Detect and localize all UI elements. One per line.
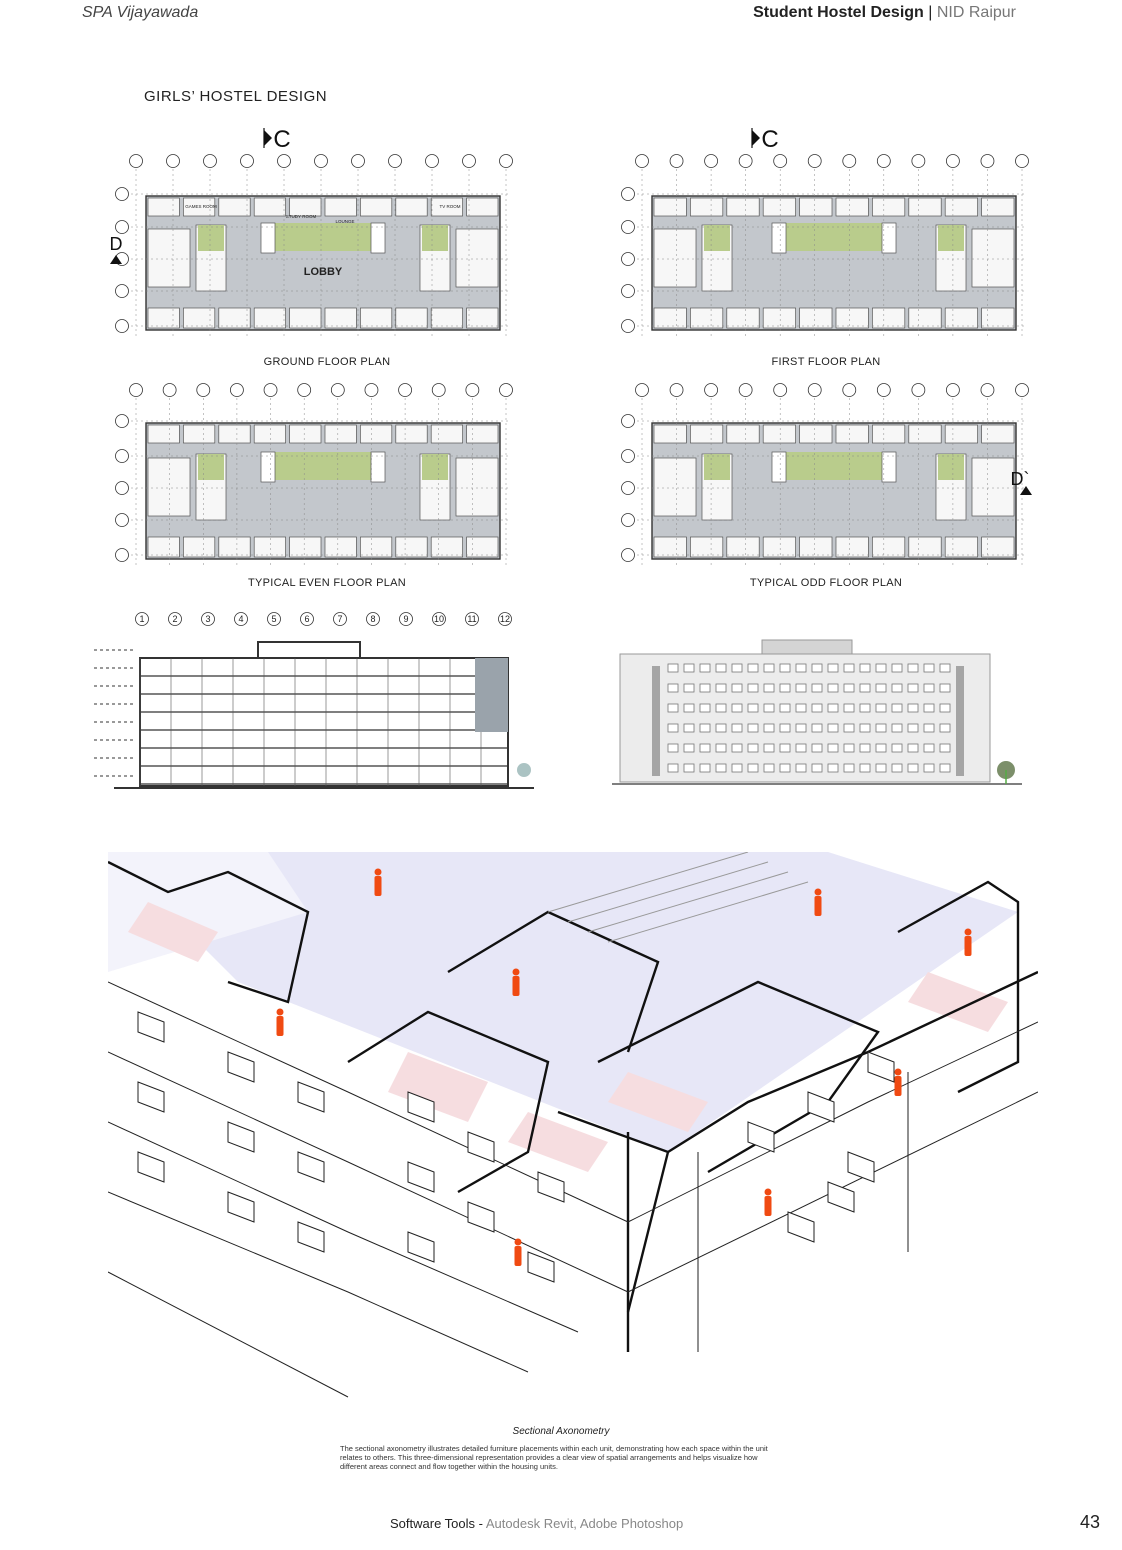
grid-column-label: 12	[499, 614, 511, 624]
header-institution: SPA Vijayawada	[82, 4, 199, 21]
svg-text:D`: D`	[1010, 469, 1030, 489]
header-project-title: Student Hostel Design	[753, 4, 924, 21]
typical-odd-floor-plan	[606, 380, 1046, 570]
ground-floor-plan-label: GROUND FLOOR PLAN	[263, 356, 391, 368]
footer-tools-list: Autodesk Revit, Adobe Photoshop	[485, 1516, 684, 1531]
grid-column-label: 1	[139, 614, 145, 624]
grid-column-label: 7	[337, 614, 343, 624]
svg-text:C: C	[273, 126, 291, 153]
axonometry-description: The sectional axonometry illustrates detailed furniture placements within each unit, demonstrating how each space within the unit relates to others. This three-dimensional representation provides a clear view of spatial arrangements and helps visualize how different areas connect and flow together within the housing units.	[340, 1444, 768, 1471]
typical-odd-floor-plan-label: TYPICAL ODD FLOOR PLAN	[749, 577, 903, 589]
grid-column-label: 5	[271, 614, 277, 624]
footer-software-tools	[390, 1516, 683, 1531]
grid-column-label: 3	[205, 614, 211, 624]
grid-column-label: 9	[403, 614, 409, 624]
header-project	[753, 4, 1016, 22]
room-label-lobby: LOBBY	[303, 266, 343, 278]
sectional-axonometry-drawing	[108, 852, 1038, 1402]
svg-text:D: D	[109, 234, 123, 254]
footer-label: Software Tools -	[390, 1516, 486, 1531]
typical-even-floor-plan-label: TYPICAL EVEN FLOOR PLAN	[247, 577, 407, 589]
room-label-lounge: LOUNGE	[335, 219, 355, 224]
grid-column-label: 2	[172, 614, 178, 624]
page-number: 43	[1080, 1512, 1101, 1532]
ground-floor-plan	[100, 124, 520, 349]
section-mark-c	[752, 126, 779, 153]
grid-column-label: 4	[238, 614, 244, 624]
header-separator: |	[923, 4, 937, 21]
room-label-tv: TV ROOM	[439, 204, 461, 209]
axonometry-title: Sectional Axonometry	[512, 1426, 610, 1437]
grid-column-label: 8	[370, 614, 376, 624]
grid-column-label: 10	[433, 614, 445, 624]
typical-even-floor-plan	[100, 380, 520, 570]
first-floor-plan-label: FIRST FLOOR PLAN	[771, 356, 881, 368]
section-title: GIRLS’ HOSTEL DESIGN	[144, 88, 328, 105]
header-project-place: NID Raipur	[936, 4, 1016, 21]
room-label-study: STUDY ROOM	[285, 214, 317, 219]
svg-text:C: C	[761, 126, 779, 153]
room-label-games: GAMES ROOM	[185, 204, 217, 209]
building-section-drawing	[94, 606, 544, 806]
grid-column-label: 6	[304, 614, 310, 624]
section-mark-c	[264, 126, 291, 153]
grid-column-label: 11	[467, 614, 477, 624]
first-floor-plan	[606, 124, 1036, 349]
building-elevation-drawing	[612, 636, 1032, 796]
